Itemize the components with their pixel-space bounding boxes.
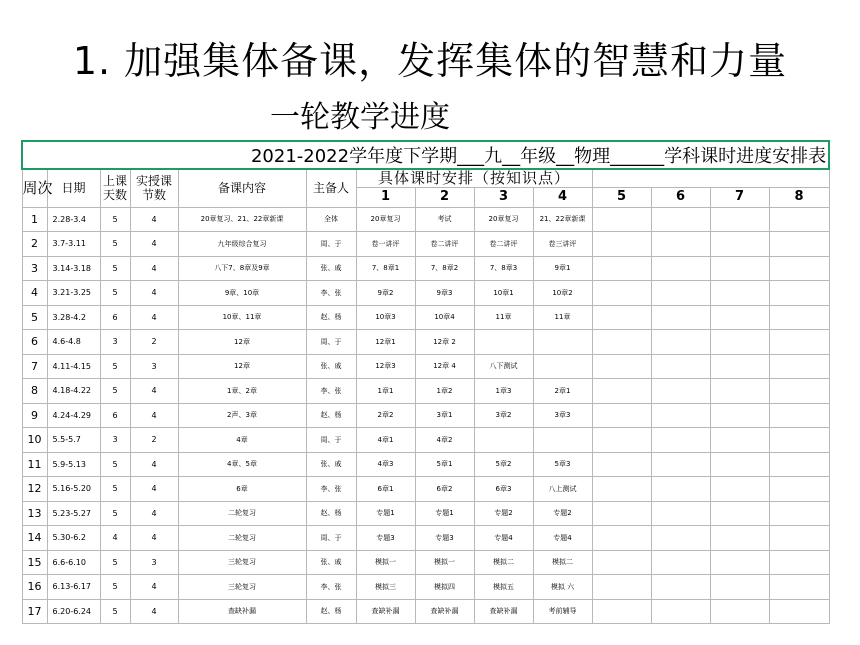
slot-cell-empty [592, 599, 651, 624]
lead-cell: 赵、杨 [306, 305, 356, 330]
slot-cell-empty [592, 403, 651, 428]
table-row [22, 599, 829, 624]
lead-cell: 赵、杨 [306, 403, 356, 428]
week-cell: 15 [22, 550, 47, 575]
slot-cell [533, 330, 592, 355]
date-cell: 4.6-4.8 [47, 330, 100, 355]
slot-cell-empty [710, 232, 769, 257]
slot-cell-empty [769, 550, 829, 575]
sessions-cell: 3 [130, 354, 178, 379]
date-cell: 6.6-6.10 [47, 550, 100, 575]
table-row [22, 305, 829, 330]
header-lead: 主备人 [306, 169, 356, 207]
content-cell: 2声、3章 [178, 403, 306, 428]
slot-cell: 11章 [474, 305, 533, 330]
slot-cell-empty [592, 477, 651, 502]
slot-cell-empty [651, 452, 710, 477]
slot-cell-empty [651, 428, 710, 453]
slot-cell: 5章3 [533, 452, 592, 477]
table-row [22, 354, 829, 379]
lead-cell: 张、戚 [306, 354, 356, 379]
table-row [22, 501, 829, 526]
slot-cell: 考试 [415, 207, 474, 232]
date-cell: 6.13-6.17 [47, 575, 100, 600]
days-cell: 5 [100, 575, 130, 600]
sessions-cell: 4 [130, 501, 178, 526]
slot-cell-empty [769, 428, 829, 453]
slot-cell: 专题2 [474, 501, 533, 526]
week-cell: 16 [22, 575, 47, 600]
slot-cell-empty [769, 207, 829, 232]
days-cell: 3 [100, 428, 130, 453]
slot-cell: 6章3 [474, 477, 533, 502]
slot-cell-empty [592, 232, 651, 257]
slot-cell-empty [651, 232, 710, 257]
slot-cell-empty [651, 575, 710, 600]
date-cell: 5.30-6.2 [47, 526, 100, 551]
slot-cell: 3章2 [474, 403, 533, 428]
content-cell: 二轮复习 [178, 526, 306, 551]
days-cell: 5 [100, 281, 130, 306]
slot-cell-empty [592, 256, 651, 281]
week-cell: 17 [22, 599, 47, 624]
slot-cell: 4章1 [356, 428, 415, 453]
slot-cell-empty [769, 452, 829, 477]
date-cell: 3.28-4.2 [47, 305, 100, 330]
slot-cell: 4章3 [356, 452, 415, 477]
table-row [22, 575, 829, 600]
slot-cell-empty [710, 526, 769, 551]
slot-cell-empty [769, 477, 829, 502]
date-cell: 5.5-5.7 [47, 428, 100, 453]
slot-cell-empty [651, 501, 710, 526]
days-cell: 5 [100, 452, 130, 477]
slot-cell-empty [710, 330, 769, 355]
lead-cell: 全体 [306, 207, 356, 232]
slot-cell: 模拟二 [474, 550, 533, 575]
days-cell: 5 [100, 232, 130, 257]
table-row [22, 281, 829, 306]
week-cell: 6 [22, 330, 47, 355]
slot-cell-empty [710, 599, 769, 624]
slot-cell: 专题3 [415, 526, 474, 551]
sessions-cell: 2 [130, 428, 178, 453]
content-cell: 九年级综合复习 [178, 232, 306, 257]
sessions-cell: 4 [130, 526, 178, 551]
sessions-cell: 4 [130, 477, 178, 502]
slot-cell-empty [710, 428, 769, 453]
slot-cell-empty [710, 452, 769, 477]
content-cell: 20章复习、21、22章新课 [178, 207, 306, 232]
days-cell: 5 [100, 550, 130, 575]
table-row [22, 330, 829, 355]
sessions-cell: 4 [130, 256, 178, 281]
slot-cell-empty [769, 354, 829, 379]
date-cell: 5.9-5.13 [47, 452, 100, 477]
days-cell: 5 [100, 354, 130, 379]
slot-cell-empty [710, 354, 769, 379]
slot-cell-empty [769, 575, 829, 600]
table-banner-row [22, 141, 829, 169]
week-cell: 2 [22, 232, 47, 257]
slot-cell: 12章1 [356, 330, 415, 355]
slot-cell-empty [769, 281, 829, 306]
slot-cell-empty [710, 256, 769, 281]
slot-cell: 10章3 [356, 305, 415, 330]
slot-cell-empty [592, 207, 651, 232]
slot-cell: 模拟 六 [533, 575, 592, 600]
date-cell: 3.14-3.18 [47, 256, 100, 281]
slot-cell-empty [710, 403, 769, 428]
slot-cell-empty [710, 477, 769, 502]
days-cell: 5 [100, 501, 130, 526]
slot-cell: 1章3 [474, 379, 533, 404]
content-cell: 八下7、8章及9章 [178, 256, 306, 281]
slot-cell [533, 428, 592, 453]
slot-cell: 11章 [533, 305, 592, 330]
date-cell: 4.24-4.29 [47, 403, 100, 428]
sessions-cell: 4 [130, 281, 178, 306]
content-cell: 9章、10章 [178, 281, 306, 306]
slot-cell-empty [651, 330, 710, 355]
sessions-cell: 4 [130, 575, 178, 600]
slot-cell: 10章2 [533, 281, 592, 306]
slot-cell-empty [769, 526, 829, 551]
slot-cell: 10章4 [415, 305, 474, 330]
slot-cell: 查缺补漏 [356, 599, 415, 624]
sessions-cell: 4 [130, 452, 178, 477]
slot-cell: 卷三讲评 [533, 232, 592, 257]
slot-cell-empty [592, 575, 651, 600]
table-banner: 2021-2022学年度下学期___九__年级__物理______学科课时进度安排表 [22, 141, 829, 169]
sessions-cell: 4 [130, 232, 178, 257]
sessions-cell: 3 [130, 550, 178, 575]
slot-cell-empty [769, 501, 829, 526]
date-cell: 3.21-3.25 [47, 281, 100, 306]
slot-cell: 专题1 [415, 501, 474, 526]
slot-cell-empty [651, 207, 710, 232]
lead-cell: 张、戚 [306, 452, 356, 477]
slot-cell: 12章3 [356, 354, 415, 379]
slot-cell-empty [651, 379, 710, 404]
slot-cell: 专题2 [533, 501, 592, 526]
content-cell: 12章 [178, 354, 306, 379]
content-cell: 查缺补漏 [178, 599, 306, 624]
slot-cell-empty [592, 379, 651, 404]
slot-cell-empty [769, 305, 829, 330]
slot-cell-empty [592, 281, 651, 306]
slot-cell: 6章1 [356, 477, 415, 502]
date-cell: 3.7-3.11 [47, 232, 100, 257]
days-cell: 3 [100, 330, 130, 355]
week-cell: 12 [22, 477, 47, 502]
slot-cell-empty [651, 550, 710, 575]
date-cell: 2.28-3.4 [47, 207, 100, 232]
slot-cell [474, 428, 533, 453]
lead-cell: 赵、杨 [306, 599, 356, 624]
table-row [22, 526, 829, 551]
schedule-table [21, 140, 830, 624]
slot-cell-empty [769, 232, 829, 257]
week-cell: 7 [22, 354, 47, 379]
week-cell: 5 [22, 305, 47, 330]
slot-cell: 4章2 [415, 428, 474, 453]
table-row [22, 207, 829, 232]
sessions-cell: 2 [130, 330, 178, 355]
header-slot: 3 [474, 187, 533, 207]
header-date: 日期 [47, 169, 100, 207]
slot-cell-empty [710, 379, 769, 404]
slot-cell: 9章3 [415, 281, 474, 306]
slot-cell: 9章1 [533, 256, 592, 281]
slot-cell: 2章1 [533, 379, 592, 404]
slot-cell: 卷二讲评 [474, 232, 533, 257]
slot-cell: 模拟二 [533, 550, 592, 575]
header-slot: 2 [415, 187, 474, 207]
content-cell: 4章、5章 [178, 452, 306, 477]
slot-cell-empty [592, 354, 651, 379]
slot-cell: 专题1 [356, 501, 415, 526]
sessions-cell: 4 [130, 599, 178, 624]
slot-cell: 7、8章1 [356, 256, 415, 281]
slot-cell: 八下测试 [474, 354, 533, 379]
table-row [22, 256, 829, 281]
week-cell: 14 [22, 526, 47, 551]
content-cell: 10章、11章 [178, 305, 306, 330]
lead-cell: 赵、杨 [306, 501, 356, 526]
days-cell: 5 [100, 256, 130, 281]
slide-subtitle: 一轮教学进度 [270, 100, 450, 135]
lead-cell: 李、张 [306, 281, 356, 306]
slot-cell-empty [592, 428, 651, 453]
days-cell: 4 [100, 526, 130, 551]
slot-cell-empty [592, 501, 651, 526]
slot-cell: 专题4 [533, 526, 592, 551]
slot-cell-empty [769, 599, 829, 624]
week-cell: 9 [22, 403, 47, 428]
header-content: 备课内容 [178, 169, 306, 207]
days-cell: 6 [100, 305, 130, 330]
table-row [22, 550, 829, 575]
date-cell: 4.18-4.22 [47, 379, 100, 404]
table-row [22, 232, 829, 257]
slot-cell-empty [769, 379, 829, 404]
week-cell: 3 [22, 256, 47, 281]
lead-cell: 周、于 [306, 428, 356, 453]
slot-cell [474, 330, 533, 355]
slot-cell: 2章2 [356, 403, 415, 428]
table-row [22, 379, 829, 404]
slot-cell-empty [592, 550, 651, 575]
content-cell: 二轮复习 [178, 501, 306, 526]
slot-cell-empty [769, 403, 829, 428]
slot-cell: 1章1 [356, 379, 415, 404]
slot-cell: 八上测试 [533, 477, 592, 502]
sessions-cell: 4 [130, 207, 178, 232]
slot-cell: 模拟五 [474, 575, 533, 600]
slot-cell-empty [592, 305, 651, 330]
content-cell: 三轮复习 [178, 575, 306, 600]
content-cell: 12章 [178, 330, 306, 355]
slot-cell-empty [710, 207, 769, 232]
slot-cell: 专题4 [474, 526, 533, 551]
slot-cell: 卷二讲评 [415, 232, 474, 257]
slot-cell-empty [769, 330, 829, 355]
slot-cell-empty [651, 281, 710, 306]
date-cell: 5.16-5.20 [47, 477, 100, 502]
header-group: 具体课时安排（按知识点） [356, 169, 592, 187]
slot-cell: 模拟一 [415, 550, 474, 575]
header-row-1 [22, 169, 829, 187]
slot-cell: 考前辅导 [533, 599, 592, 624]
lead-cell: 周、于 [306, 330, 356, 355]
slot-cell-empty [651, 305, 710, 330]
header-group-empty [592, 169, 829, 187]
header-slot: 1 [356, 187, 415, 207]
slot-cell-empty [592, 526, 651, 551]
week-cell: 10 [22, 428, 47, 453]
slot-cell: 5章1 [415, 452, 474, 477]
date-cell: 5.23-5.27 [47, 501, 100, 526]
slot-cell: 模拟三 [356, 575, 415, 600]
slot-cell [533, 354, 592, 379]
lead-cell: 李、张 [306, 477, 356, 502]
slot-cell-empty [710, 501, 769, 526]
slot-cell: 6章2 [415, 477, 474, 502]
slot-cell: 5章2 [474, 452, 533, 477]
slot-cell-empty [651, 526, 710, 551]
slot-cell-empty [651, 403, 710, 428]
lead-cell: 周、于 [306, 232, 356, 257]
content-cell: 4章 [178, 428, 306, 453]
slide-title: 1. 加强集体备课，发挥集体的智慧和力量 [72, 39, 788, 83]
header-slot: 8 [769, 187, 829, 207]
slot-cell: 卷一讲评 [356, 232, 415, 257]
lead-cell: 李、张 [306, 379, 356, 404]
week-cell: 11 [22, 452, 47, 477]
week-cell: 8 [22, 379, 47, 404]
slot-cell: 3章1 [415, 403, 474, 428]
slot-cell-empty [710, 550, 769, 575]
table-row [22, 403, 829, 428]
week-cell: 1 [22, 207, 47, 232]
date-cell: 4.11-4.15 [47, 354, 100, 379]
header-slot: 6 [651, 187, 710, 207]
lead-cell: 张、戚 [306, 256, 356, 281]
week-cell: 13 [22, 501, 47, 526]
slot-cell: 21、22章新课 [533, 207, 592, 232]
table-row [22, 428, 829, 453]
header-days: 上课 天数 [100, 169, 130, 207]
content-cell: 三轮复习 [178, 550, 306, 575]
header-sessions: 实授课 节数 [130, 169, 178, 207]
slot-cell: 20章复习 [474, 207, 533, 232]
slot-cell: 模拟四 [415, 575, 474, 600]
slot-cell-empty [710, 281, 769, 306]
days-cell: 5 [100, 379, 130, 404]
lead-cell: 李、张 [306, 575, 356, 600]
slot-cell: 20章复习 [356, 207, 415, 232]
header-slot: 4 [533, 187, 592, 207]
slot-cell-empty [651, 256, 710, 281]
content-cell: 1章、2章 [178, 379, 306, 404]
slot-cell: 查缺补漏 [474, 599, 533, 624]
lead-cell: 张、戚 [306, 550, 356, 575]
slot-cell: 3章3 [533, 403, 592, 428]
header-week: 周次 [22, 169, 47, 207]
slot-cell-empty [651, 477, 710, 502]
slot-cell: 7、8章2 [415, 256, 474, 281]
slot-cell-empty [769, 256, 829, 281]
slot-cell: 9章2 [356, 281, 415, 306]
table-row [22, 477, 829, 502]
days-cell: 6 [100, 403, 130, 428]
date-cell: 6.20-6.24 [47, 599, 100, 624]
sessions-cell: 4 [130, 379, 178, 404]
lead-cell: 周、于 [306, 526, 356, 551]
header-slot: 7 [710, 187, 769, 207]
slot-cell-empty [651, 599, 710, 624]
days-cell: 5 [100, 599, 130, 624]
slot-cell: 1章2 [415, 379, 474, 404]
content-cell: 6章 [178, 477, 306, 502]
slot-cell: 查缺补漏 [415, 599, 474, 624]
slot-cell: 12章 2 [415, 330, 474, 355]
slot-cell: 专题3 [356, 526, 415, 551]
sessions-cell: 4 [130, 403, 178, 428]
slot-cell-empty [592, 452, 651, 477]
sessions-cell: 4 [130, 305, 178, 330]
slot-cell: 12章 4 [415, 354, 474, 379]
slot-cell-empty [710, 575, 769, 600]
slot-cell-empty [710, 305, 769, 330]
days-cell: 5 [100, 207, 130, 232]
week-cell: 4 [22, 281, 47, 306]
slot-cell: 模拟一 [356, 550, 415, 575]
days-cell: 5 [100, 477, 130, 502]
slot-cell-empty [592, 330, 651, 355]
slot-cell: 10章1 [474, 281, 533, 306]
table-row [22, 452, 829, 477]
header-slot: 5 [592, 187, 651, 207]
slot-cell-empty [651, 354, 710, 379]
slot-cell: 7、8章3 [474, 256, 533, 281]
